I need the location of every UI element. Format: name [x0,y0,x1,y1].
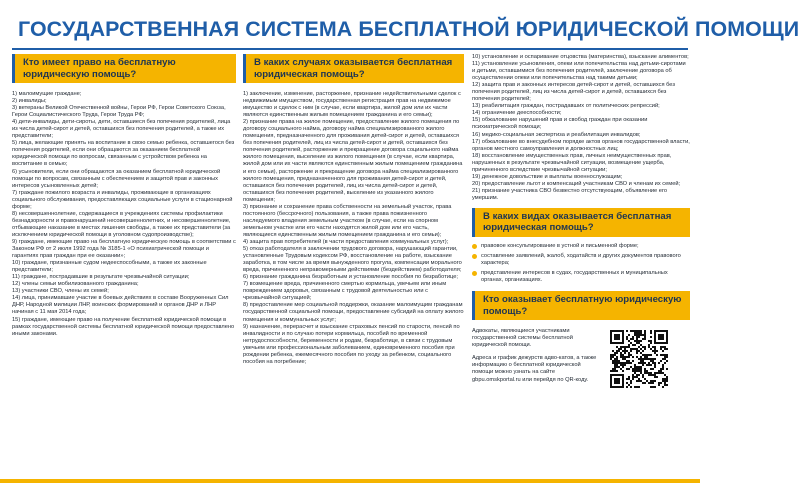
list-item: 2) инвалиды; [12,98,47,105]
list-item: 5) лица, желающие принять на воспитание в свою семью ребенка, оставшегося без попечения родителей, если они обращаются за оказанием бесплатной юридической помощи по вопросам, связанным с устройством ребенка на воспитание в семью; [12,140,235,168]
list-item: 1) малоимущие граждане; [12,91,82,97]
eligibility-list [12,91,236,338]
list-item: 7) граждане пожилого возраста и инвалиды, проживающие в организациях социального обслуживания, предоставляющих социальные услуги в стационарной форме; [12,189,233,210]
types-heading: В каких видах оказывается бесплатная юридическая помощь? [483,210,672,234]
page-title: ГОСУДАРСТВЕННАЯ СИСТЕМА БЕСПЛАТНОЙ ЮРИДИЧЕСКОЙ ПОМОЩИ [18,17,799,41]
providers-text [472,328,600,389]
qr-code-icon[interactable] [610,330,668,388]
list-item: 20) предоставление льгот и компенсаций участникам СВО и членам их семей; [472,180,681,187]
bottom-accent-strip [0,479,700,483]
list-item: 18) восстановление имущественных прав, личных неимущественных прав, нарушенных в результате чрезвычайной ситуации, возмещение ущерба, причиненного вследствие чрезвычайной ситуации; [472,152,672,173]
list-item: 4) защита прав потребителей (в части предоставления коммунальных услуг); [243,238,449,245]
list-item: 13) реабилитация граждан, пострадавших от политических репрессий; [472,103,660,110]
list-item: 8) несовершеннолетние, содержащиеся в учреждениях системы профилактики безнадзорности и правонарушений несовершеннолетних, и несовершеннолетние, отбывающие наказание в местах лишения свободы, а также их представители (за исключением юридической помощи в уголовном судопроизводстве); [12,210,231,238]
list-item: 9) граждане, имеющие право на бесплатную юридическую помощь в соответствии с Законом РФ от 2 июля 1992 года № 3185-1 «О психиатрической помощи и гарантиях прав граждан при ее оказании»; [12,238,236,260]
list-item: 21) признание участника СВО безвестно отсутствующим, объявление его умершим. [472,187,668,201]
providers-heading-box [472,291,690,320]
list-item: 10) граждане, признанные судом недееспособными, а также их законные представители; [12,260,207,274]
column-eligibility [12,54,236,483]
list-item: 12) члены семьи мобилизованного гражданина; [12,281,139,288]
eligibility-heading: Кто имеет право на бесплатную юридическую помощь? [23,57,176,80]
list-item-text: правовое консультирование в устной и письменной форме; [481,242,639,249]
list-item-text: составление заявлений, жалоб, ходатайств и других документов правового характера; [481,253,681,267]
list-item: 16) медико-социальная экспертиза и реабилитация инвалидов; [472,131,641,138]
list-item: 4) дети-инвалиды, дети-сироты, дети, оставшиеся без попечения родителей, лица из числа детей-сирот и детей, оставшихся без попечения родителей, а также их представители; [12,119,231,140]
types-heading-box [472,208,690,237]
list-item: 8) предоставление мер социальной поддержки, оказание малоимущим гражданам государственной социальной помощи, предоставление субсидий на оплату жилого помещения и коммунальных услуг; [243,302,464,323]
list-item: 15) граждане, имеющие право на получение бесплатной юридической помощи в рамках государственной системы бесплатной юридической помощи предоставлено иными законами. [12,316,235,337]
list-item: 11) установление усыновления, опеки или попечительства над детьми-сиротами и детьми, оставшимися без попечения родителей, заключение договора об осуществлении опеки или попечительства над такими детьми; [472,61,686,82]
providers-paragraph-1: Адвокаты, являющиеся участниками государственной системы бесплатной юридической помощи. [472,328,573,349]
list-item: 14) ограничение дееспособности; [472,110,562,117]
yellow-dot-icon [472,254,477,259]
list-item: 12) защита прав и законных интересов детей-сирот и детей, оставшихся без попечения родителей, лиц из числа детей-сирот и детей, оставшихся без попечения родителей; [472,82,675,103]
providers-heading: Кто оказывает бесплатную юридическую помощь? [483,294,682,317]
list-item: 15) обжалование нарушений прав и свобод граждан при оказании психиатрической помощи; [472,117,648,131]
cases-continued-list [472,54,690,202]
list-item: 6) признание гражданина безработным и установление пособия по безработице; [243,274,458,281]
yellow-dot-icon [472,244,477,249]
list-item: 17) обжалование во внесудебном порядке актов органов государственной власти, органов местного самоуправления и должностных лиц; [472,138,690,152]
list-item: 2) признание права на жилое помещение, предоставление жилого помещения по договору социального найма, договору найма специализированного жилого помещения, предназначенного для проживания детей-сирот и детей, оставшихся без попечения родителей, лиц из числа детей-сирот и детей, оставшихся без попечения родителей, расторжение и прекращение договора социального найма жилого помещения, выселение из жилого помещения (в случае, если квартира, жилой дом или их части являются единственным жилым помещением гражданина и его семьи), расторжение и прекращение договора найма специализированного жилого помещения, предназначенного для проживания детей-сирот и детей, оставшихся без попечения родителей, лиц из числа детей-сирот и детей, оставшихся без попечения родителей, выселение из указанного жилого помещения; [243,119,463,203]
list-item: 7) возмещение вреда, причиненного смертью кормильца, увечьем или иным повреждением здоровья, связанным с трудовой деятельностью или с чрезвычайной ситуацией; [243,281,447,302]
header [0,0,799,54]
column-cases [243,54,464,483]
cases-list [243,91,464,366]
list-item: 9) назначение, перерасчет и взыскание страховых пенсий по старости, пенсий по инвалидности и по случаю потери кормильца, пособий по временной нетрудоспособности, беременности и родам, безработице, в связи с трудовым увечьем или профессиональным заболеванием, единовременного пособия при рождении ребенка, ежемесячного пособия по уходу за ребенком, социального пособия на погребение; [243,323,460,365]
types-list [472,243,690,284]
yellow-dot-icon [472,271,477,276]
list-item: 1) заключение, изменение, расторжение, признание недействительными сделок с недвижимым имуществом, государственная регистрация прав на недвижимое имущество и сделок с ним (в случае, если квартира, жилой дом или их части являются единственным жилым помещением гражданина и его семьи); [243,91,461,119]
header-divider [12,48,688,50]
eligibility-heading-box [12,54,236,83]
list-item: 3) признание и сохранение права собственности на земельный участок, права постоянного (бессрочного) пользования, а также права пожизненного наследуемого владения земельным участком (в случае, если на спорном земельном участке или его части находятся жилой дом или его часть, являющиеся единственным жилым помещением гражданина и его семьи); [243,203,452,238]
cases-heading: В каких случаях оказывается бесплатная юридическая помощь? [254,57,453,80]
list-item [472,253,690,267]
list-item [472,243,690,250]
providers-paragraph-2: Адреса и график дежурств адво-катов, а также информацию о бесплатной юридической помощи можно узнать на сайте gbpu.omskportal.ru или перейдя по QR-коду. [472,355,597,383]
list-item: 14) лица, принимавшие участие в боевых действиях в составе Вооруженных Сил ДНР, Народной милиции ЛНР, воинских формирований и органов ДНР и ЛНР начиная с 11 мая 2014 года; [12,295,229,316]
list-item [472,270,690,284]
list-item: 10) установление и оспаривание отцовства (материнства), взыскание алиментов; [472,54,689,60]
cases-heading-box [243,54,464,83]
column-more [472,54,690,483]
list-item: 6) усыновители, если они обращаются за оказанием бесплатной юридической помощи по вопросам, связанным с обеспечением и защитой прав и законных интересов усыновленных детей; [12,168,221,189]
list-item: 13) участники СВО, члены их семей; [12,288,109,295]
list-item: 11) граждане, пострадавшие в результате чрезвычайной ситуации; [12,274,190,281]
list-item: 19) денежное довольствие и выплаты военнослужащим; [472,173,623,180]
list-item: 3) ветераны Великой Отечественной войны, Герои РФ, Герои Советского Союза, Герои Социалистического Труда, Герои Труда РФ; [12,105,226,119]
providers-section [472,328,690,389]
list-item: 5) отказ работодателя в заключении трудового договора, нарушающий гарантии, установленные Трудовым кодексом РФ, восстановление на работе, взыскание заработка, в том числе за время вынужденного прогула, компенсации морального вреда, причиненного неправомерными действиями (бездействием) работодателя; [243,246,462,274]
list-item-text: представление интересов в судах, государственных и муниципальных органах, организациях. [481,270,668,284]
